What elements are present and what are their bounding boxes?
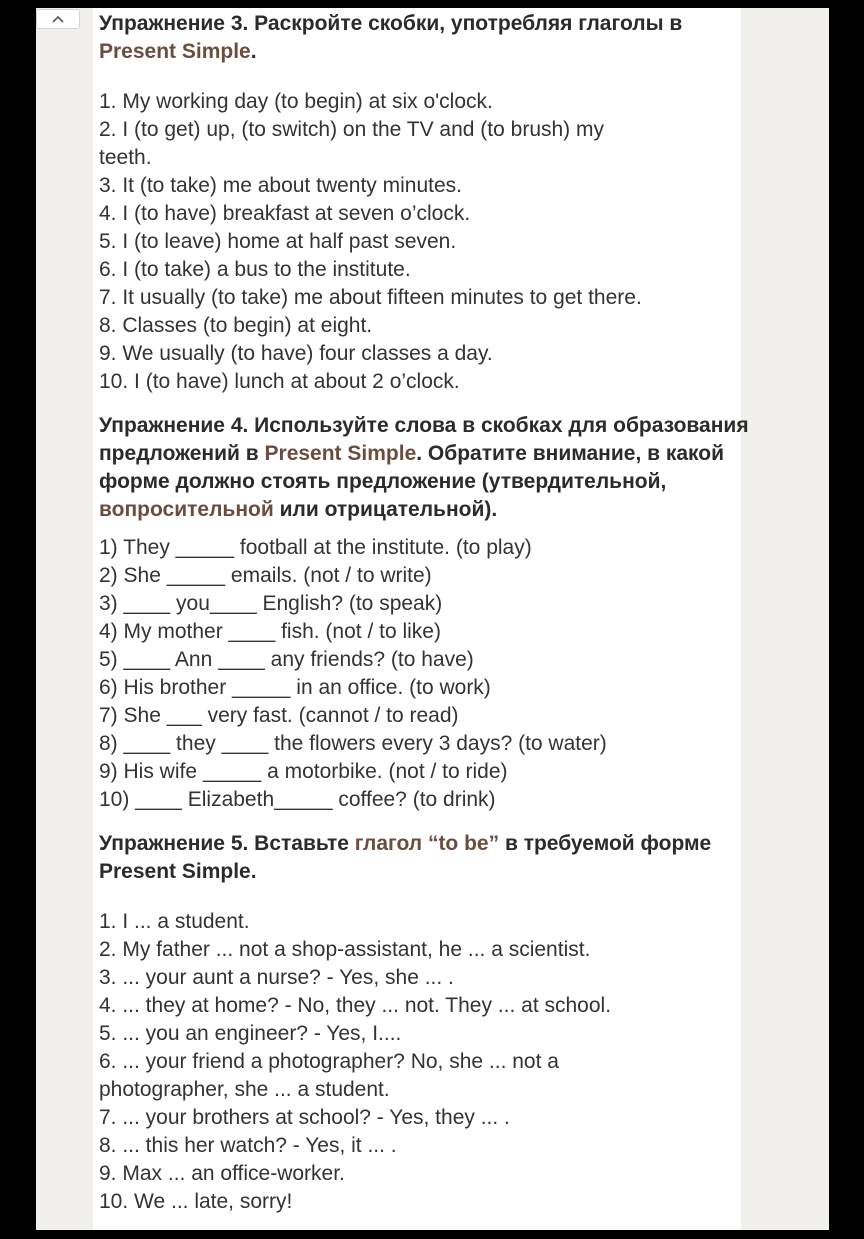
list-item: 10. I (to have) lunch at about 2 o’clock. (99, 370, 460, 393)
list-item: 6. ... your friend a photographer? No, she ... not a (99, 1050, 559, 1073)
list-item: 5. ... you an engineer? - Yes, I.... (99, 1022, 402, 1045)
exercise-4-items (99, 534, 759, 814)
list-item: 2. My father ... not a shop-assistant, he ... a scientist. (99, 938, 591, 961)
exercise-4-title-mid: . Обратите внимание, в какой форме должно стоять предложение (утвердительной, (99, 442, 725, 493)
exercise-5-title (99, 830, 759, 886)
list-item: 5) ____ Ann ____ any friends? (to have) (99, 648, 474, 671)
list-item: 2. I (to get) up, (to switch) on the TV and (to brush) my (99, 118, 604, 141)
exercise-3-title (99, 10, 759, 66)
list-item: 2) She _____ emails. (not / to write) (99, 564, 432, 587)
list-item: 9. Max ... an office-worker. (99, 1162, 345, 1185)
list-item: 1) They _____ football at the institute. (to play) (99, 536, 532, 559)
list-item: 1. I ... a student. (99, 910, 250, 933)
list-item: 3. ... your aunt a nurse? - Yes, she ... . (99, 966, 454, 989)
exercise-3-items (99, 88, 759, 396)
list-item: 8. Classes (to begin) at eight. (99, 314, 373, 337)
list-item: photographer, she ... a student. (99, 1078, 390, 1101)
list-item: 4) My mother ____ fish. (not / to like) (99, 620, 441, 643)
list-item: 9) His wife _____ a motorbike. (not / to ride) (99, 760, 508, 783)
exercise-5-title-text: Упражнение 5. Вставьте (99, 832, 355, 855)
exercise-3-title-text: Упражнение 3. Раскройте скобки, употребляя глаголы в (99, 12, 683, 35)
list-item: 6. I (to take) a bus to the institute. (99, 258, 411, 281)
list-item: 8. ... this her watch? - Yes, it ... . (99, 1134, 397, 1157)
exercise-3-title-end: . (250, 40, 257, 63)
list-item: 1. My working day (to begin) at six o'clock. (99, 90, 493, 113)
list-item: 7) She ___ very fast. (cannot / to read) (99, 704, 459, 727)
exercise-4-title-accent-2: вопросительной (99, 498, 274, 521)
list-item: 4. I (to have) breakfast at seven o’clock. (99, 202, 471, 225)
list-item: 6) His brother _____ in an office. (to work) (99, 676, 491, 699)
list-item: 4. ... they at home? - No, they ... not. They ... at school. (99, 994, 612, 1017)
list-item: 3) ____ you____ English? (to speak) (99, 592, 443, 615)
list-item: 10. We ... late, sorry! (99, 1190, 293, 1213)
list-item: teeth. (99, 146, 152, 169)
list-item: 7. It usually (to take) me about fifteen minutes to get there. (99, 286, 642, 309)
list-item: 5. I (to leave) home at half past seven. (99, 230, 457, 253)
document-content (99, 10, 759, 1216)
list-item: 9. We usually (to have) four classes a day. (99, 342, 493, 365)
exercise-4-title-end: или отрицательной). (273, 498, 498, 521)
list-item: 7. ... your brothers at school? - Yes, they ... . (99, 1106, 510, 1129)
list-item: 8) ____ they ____ the flowers every 3 days? (to water) (99, 732, 607, 755)
exercise-4-title-accent: Present Simple (264, 442, 417, 465)
chevron-up-icon (52, 15, 64, 23)
list-item: 3. It (to take) me about twenty minutes. (99, 174, 462, 197)
list-item: 10) ____ Elizabeth_____ coffee? (to drink) (99, 788, 496, 811)
collapse-button[interactable] (36, 9, 80, 29)
exercise-5-title-end: в требуемой форме Present Simple. (99, 832, 712, 883)
exercise-4-title (99, 412, 759, 524)
exercise-4-title-text: Упражнение 4. Используйте слова в скобках для образования предложений в (99, 414, 749, 465)
exercise-3-title-accent: Present Simple (99, 40, 251, 63)
exercise-5-title-accent: глагол “to be” (354, 832, 500, 855)
exercise-5-items (99, 908, 759, 1216)
